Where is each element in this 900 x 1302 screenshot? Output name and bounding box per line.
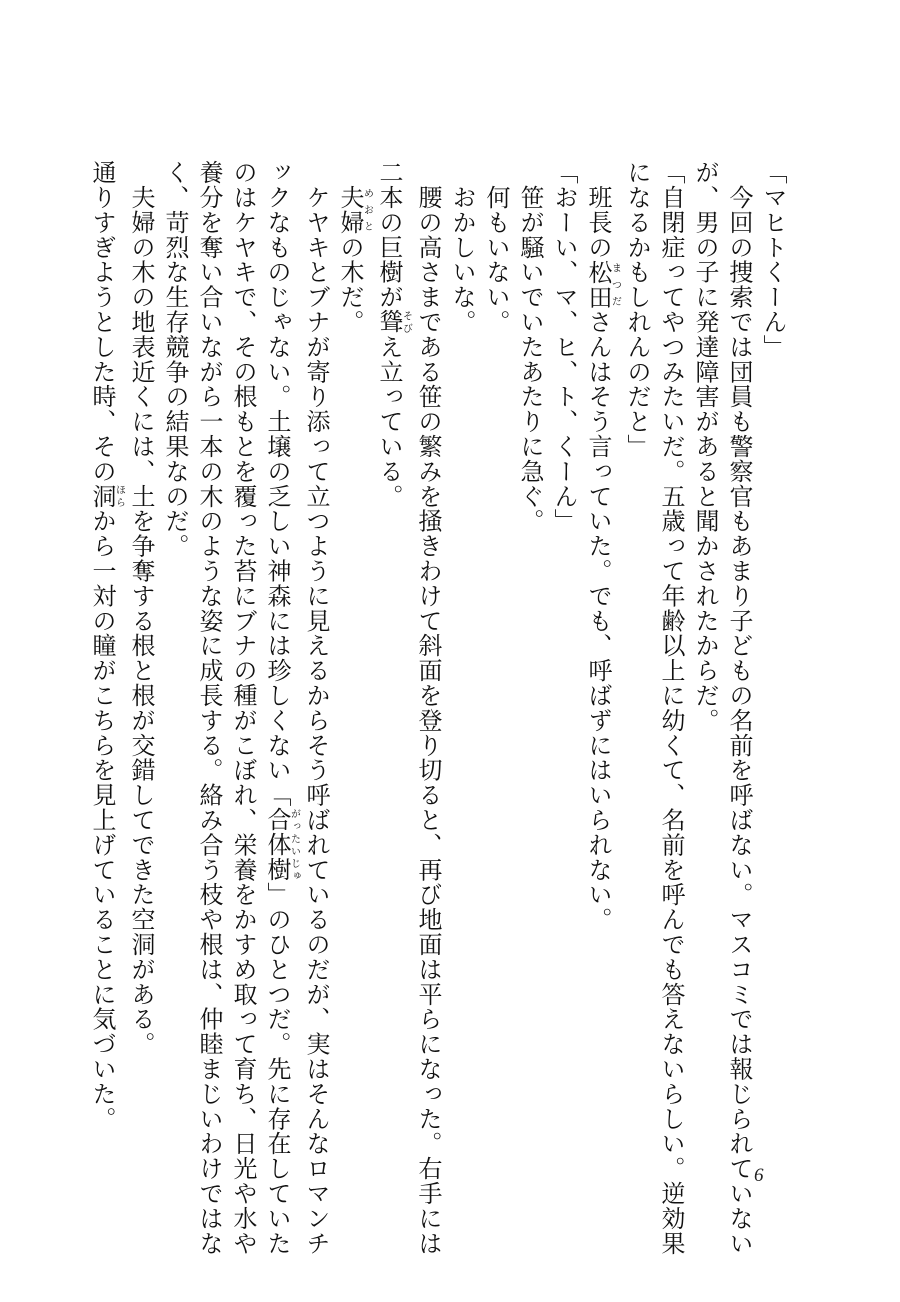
text-line-9: 何もいない。 [482, 160, 510, 335]
text-line-10: おかしいな。 [448, 160, 476, 335]
text-line-1: 「マヒトくーん」 [759, 160, 787, 360]
text-line-15: ックなものじゃない。土壌の乏しい神森には珍しくない「合体樹がったいじゅ」のひとつだ。先に存在していた [263, 160, 300, 1256]
text-line-13: 夫婦めおとの木だ。 [336, 184, 373, 335]
text-line-18: く、苛烈な生存競争の結果なのだ。 [161, 160, 189, 559]
furigana-matsuda: 松田まつだ [584, 259, 621, 310]
text-line-2: 今回の捜索では団員も警察官もあまり子どもの名前を呼ばない。マスコミでは報じられていない [725, 160, 753, 1256]
text-line-5: になるかもしれんのだと」 [623, 160, 651, 459]
furigana-sobi: 聳そび [375, 309, 412, 335]
text-line-8: 笹が騒いでいたあたりに急ぐ。 [516, 160, 544, 534]
furigana-hora: 洞ほら [88, 483, 125, 509]
furigana-gattaiju: 合体樹がったいじゅ [263, 807, 300, 883]
text-line-11: 腰の高さまである笹の繁みを掻きわけて斜面を登り切ると、再び地面は平らになった。右手には [414, 160, 442, 1256]
text-line-20: 通りすぎようとした時、その洞ほらから一対の瞳がこちらを見上げていることに気づいた。 [88, 160, 125, 1132]
text-line-16: のはケヤキで、その根もとを覆った苔にブナの種がこぼれ、栄養をかすめ取って育ち、日光や水や [229, 160, 257, 1256]
text-line-3: が、男の子に発達障害があると聞かされたからだ。 [691, 160, 719, 733]
text-line-17: 養分を奪い合いながら一本の木のような姿に成長する。絡み合う枝や根は、仲睦まじいわけではな [195, 160, 223, 1256]
text-line-6: 班長の松田まつださんはそう言っていた。でも、呼ばずにはいられない。 [584, 160, 621, 932]
text-line-7: 「おーい、マ、ヒ、ト、くーん」 [550, 160, 578, 534]
vertical-text-block [88, 160, 790, 1256]
text-line-12: 二本の巨樹が聳そびえ立っている。 [375, 160, 412, 509]
text-line-14: ケヤキとブナが寄り添って立つように見えるからそう呼ばれているのだが、実はそんなロマンチ [302, 160, 330, 1256]
page-number: 6 [754, 1165, 764, 1186]
text-line-19: 夫婦の木の地表近くには、土を争奪する根と根が交錯してできた空洞がある。 [127, 160, 155, 1057]
text-line-4: 「自閉症ってやつみたいだ。五歳って年齢以上に幼くて、名前を呼んでも答えないらしい。逆効果 [657, 160, 685, 1256]
furigana-meoto: 夫婦めおと [336, 184, 373, 235]
